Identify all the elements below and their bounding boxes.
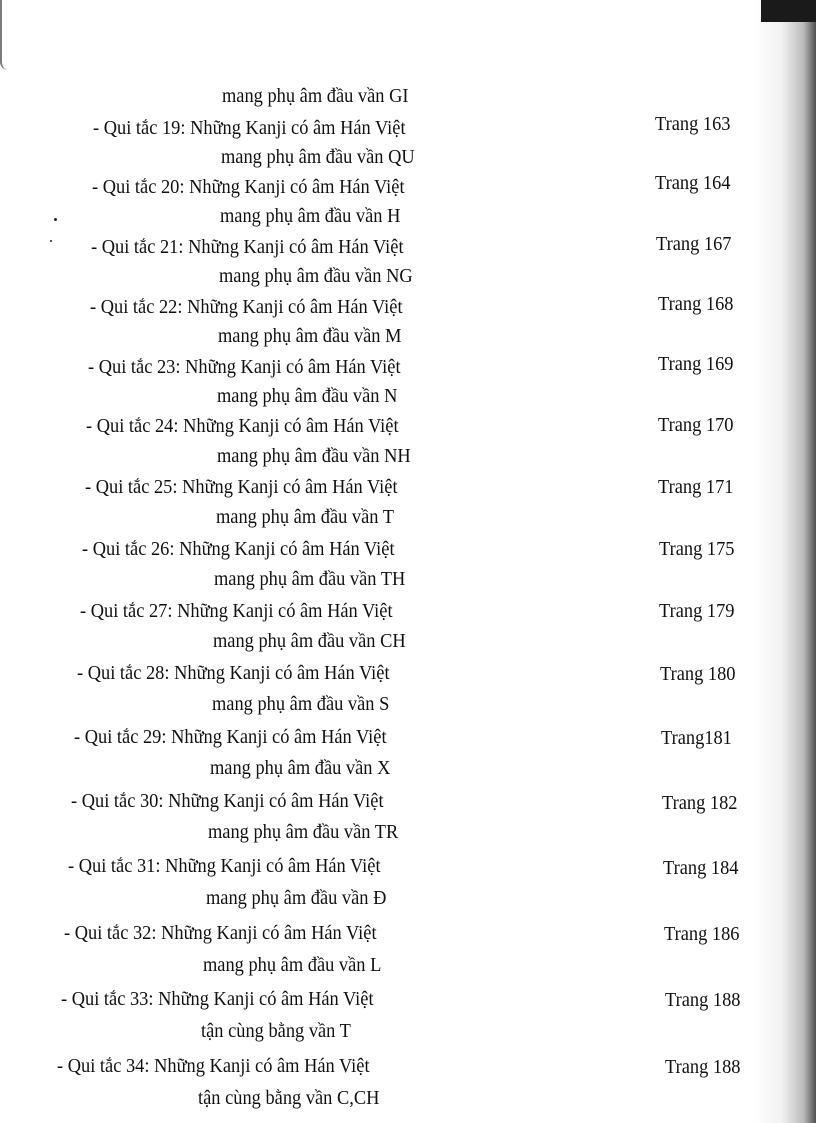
toc-entry-title: - Qui tắc 34: Những Kanji có âm Hán Việt xyxy=(57,1055,370,1077)
toc-entry-title: - Qui tắc 23: Những Kanji có âm Hán Việt xyxy=(88,356,401,378)
toc-entry-title: - Qui tắc 32: Những Kanji có âm Hán Việt xyxy=(64,922,377,944)
toc-entry-subtitle: mang phụ âm đầu vần CH xyxy=(213,630,406,652)
toc-entry-page: Trang 186 xyxy=(664,923,740,945)
toc-entry-page: Trang181 xyxy=(661,727,732,749)
toc-entry-subtitle: mang phụ âm đầu vần S xyxy=(212,693,390,715)
toc-entry-page: Trang 168 xyxy=(658,293,734,315)
toc-entry-page: Trang 175 xyxy=(659,538,735,560)
toc-entry-title: - Qui tắc 29: Những Kanji có âm Hán Việt xyxy=(74,726,387,748)
toc-entry-subtitle: mang phụ âm đầu vần L xyxy=(203,954,382,976)
toc-entry-page: Trang 163 xyxy=(655,113,731,135)
toc-entry-page: Trang 171 xyxy=(658,476,734,498)
toc-entry-page: Trang 179 xyxy=(659,600,735,622)
toc-entry-title: - Qui tắc 26: Những Kanji có âm Hán Việt xyxy=(82,538,395,560)
toc-entry-subtitle: mang phụ âm đầu vần X xyxy=(210,757,391,779)
toc-entry-title: - Qui tắc 20: Những Kanji có âm Hán Việt xyxy=(92,176,405,198)
toc-entry-title: - Qui tắc 22: Những Kanji có âm Hán Việt xyxy=(90,296,403,318)
toc-entry-page: Trang 182 xyxy=(662,792,738,814)
toc-entry-page: Trang 188 xyxy=(665,1056,741,1078)
toc-entry-title: - Qui tắc 31: Những Kanji có âm Hán Việt xyxy=(68,855,381,877)
toc-entry-title: - Qui tắc 28: Những Kanji có âm Hán Việt xyxy=(77,662,390,684)
toc-entry-subtitle: mang phụ âm đầu vần H xyxy=(220,205,401,227)
toc-entry-subtitle: mang phụ âm đầu vần TR xyxy=(208,821,399,843)
toc-entry-page: Trang 170 xyxy=(658,414,734,436)
toc-entry-subtitle: mang phụ âm đầu vần NG xyxy=(219,265,413,287)
toc-entry-subtitle: mang phụ âm đầu vần Đ xyxy=(206,887,387,909)
toc-entry-subtitle: mang phụ âm đầu vần TH xyxy=(214,568,406,590)
toc-entry-subtitle: tận cùng bằng vần C,CH xyxy=(198,1087,380,1109)
toc-entry-page: Trang 180 xyxy=(660,663,736,685)
toc-entry-subtitle: mang phụ âm đầu vần T xyxy=(216,506,395,528)
toc-entry-page: Trang 167 xyxy=(656,233,732,255)
toc-entry-title: - Qui tắc 33: Những Kanji có âm Hán Việt xyxy=(61,988,374,1010)
toc-entry-title: - Qui tắc 25: Những Kanji có âm Hán Việt xyxy=(85,476,398,498)
toc-entry-subtitle: mang phụ âm đầu vần N xyxy=(217,385,398,407)
toc-entry-subtitle: mang phụ âm đầu vần NH xyxy=(217,445,411,467)
toc-entry-title: - Qui tắc 19: Những Kanji có âm Hán Việt xyxy=(93,117,406,139)
toc-entry-page: Trang 188 xyxy=(665,989,741,1011)
toc-entry-title: - Qui tắc 24: Những Kanji có âm Hán Việt xyxy=(86,415,399,437)
toc-entry-subtitle: mang phụ âm đầu vần QU xyxy=(221,146,415,168)
toc-lead-line: mang phụ âm đầu vần GI xyxy=(222,85,409,107)
toc-entry-page: Trang 184 xyxy=(663,857,739,879)
toc-entry-subtitle: tận cùng bằng vần T xyxy=(201,1020,351,1042)
toc-entry-title: - Qui tắc 27: Những Kanji có âm Hán Việt xyxy=(80,600,393,622)
toc-entry-subtitle: mang phụ âm đầu vần M xyxy=(218,325,402,347)
toc-entry-title: - Qui tắc 21: Những Kanji có âm Hán Việt xyxy=(91,236,404,258)
toc-entry-page: Trang 164 xyxy=(655,172,731,194)
toc-entry-page: Trang 169 xyxy=(658,353,734,375)
toc-entry-title: - Qui tắc 30: Những Kanji có âm Hán Việt xyxy=(71,790,384,812)
